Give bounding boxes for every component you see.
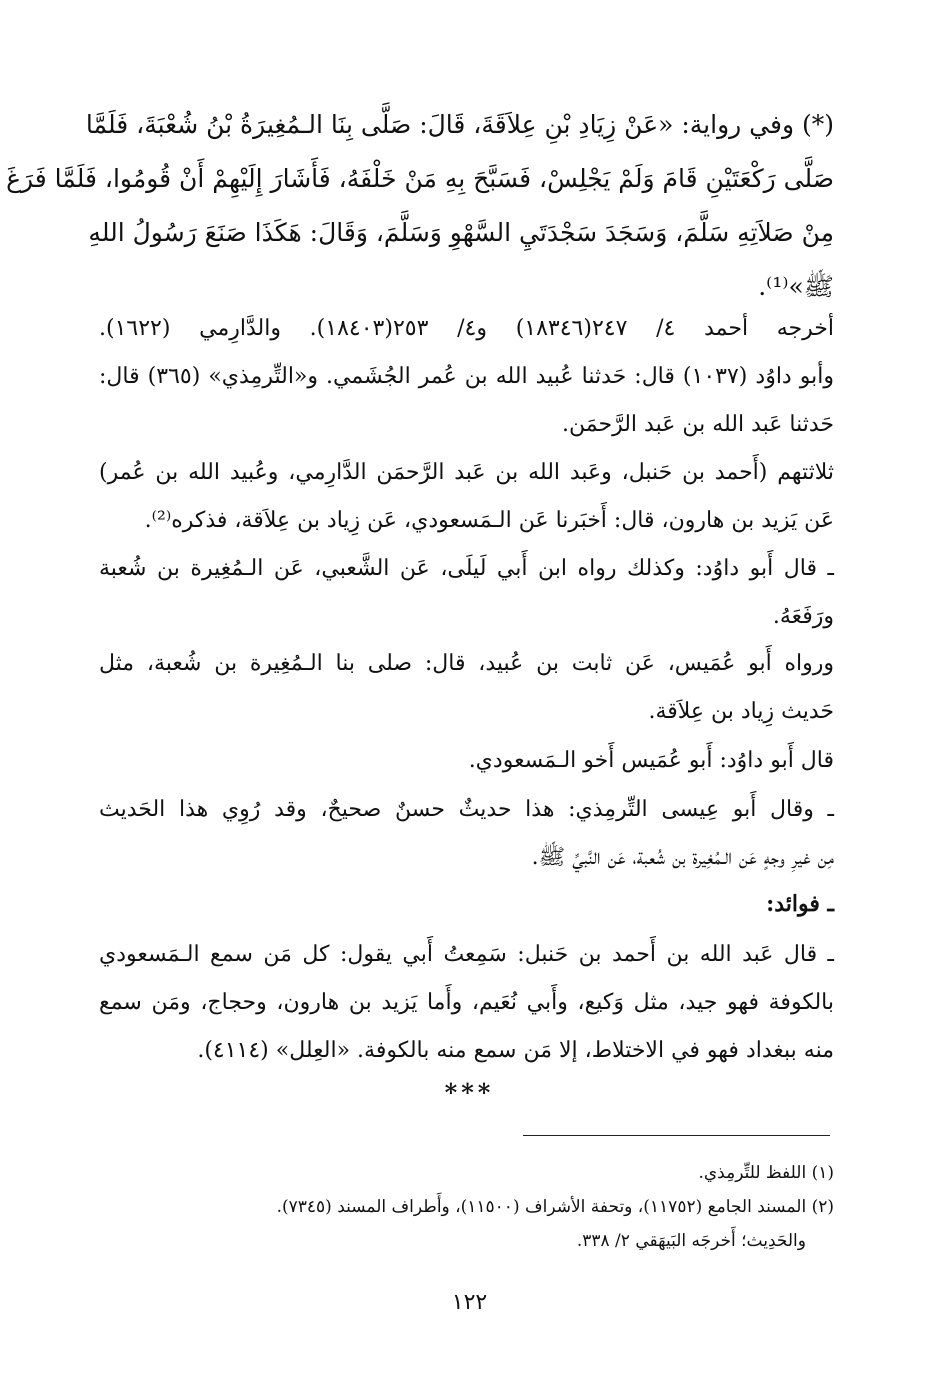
text-line: ثلاثتهم (أَحمد بن حَنبل، وعَبد الله بن عَبد الرَّحمَن الدَّارِمي، وعُبيد الله بن عُمر) — [99, 460, 834, 485]
abu-umays-paragraph — [99, 640, 834, 736]
text-line: بالكوفة فهو جيد، مثل وَكيع، وأَبي نُعَيم، وأَما يَزيد بن هارون، وحجاج، ومَن سمع — [99, 990, 834, 1015]
text-line: ـ قال عَبد الله بن أَحمد بن حَنبل: سَمِعتُ أَبي يقول: كل مَن سمع الـمَسعودي — [99, 942, 834, 967]
abu-dawud-remark — [99, 737, 834, 785]
takhrij-paragraph — [99, 305, 834, 449]
hadith-line: مِنْ صَلاَتِهِ سَلَّمَ، وَسَجَدَ سَجْدَتَيِ السَّهْوِ وَسَلَّمَ، وَقَالَ: هَكَذَا صَنَعَ رَسُولُ اللهِ — [88, 218, 834, 247]
footnote-2: (٢) المسند الجامع (١١٧٥٢)، وتحفة الأشراف (١١٥٠٠)، وأَطراف المسند (٧٣٤٥). — [276, 1197, 834, 1217]
text-line: عَن يَزيد بن هارون، قال: أَخبَرنا عَن الـمَسعودي، عَن زِياد بن عِلاَقة، فذكره⁽²⁾. — [144, 508, 834, 533]
text-line: أخرجه أحمد ٤/ ٢٤٧(١٨٣٤٦) و٤/ ٢٥٣(١٨٤٠٣). والدَّارِمي (١٦٢٢). — [99, 316, 835, 341]
text-line: وأبو داوُد (١٠٣٧) قال: حَدثنا عُبيد الله بن عُمر الجُشَمي. و«التِّرمِذي» (٣٦٥) قال: — [99, 364, 834, 389]
tirmidhi-remark — [99, 786, 834, 882]
chain-paragraph — [99, 449, 834, 545]
text-line: حَديث زِياد بن عِلاَقة. — [648, 699, 834, 724]
text-line: حَدثنا عَبد الله بن عَبد الرَّحمَن. — [562, 412, 834, 437]
benefits-heading — [99, 880, 834, 928]
hadith-line: ﷺ»⁽¹⁾. — [758, 272, 834, 301]
text-line: منه ببغداد فهو في الاختلاط، إلا مَن سمع منه بالكوفة. «العِلل» (٤١١٤). — [197, 1038, 834, 1063]
text-line: ـ قال أَبو داوُد: وكذلك رواه ابن أَبي لَيلَى، عَن الشَّعبي، عَن الـمُغِيرة بن شُعبة — [99, 556, 834, 581]
footnote-2-continuation: والحَدِيث؛ أَخرجَه البَيهَقي ٢/ ٣٣٨. — [576, 1231, 806, 1251]
abu-dawud-note — [99, 545, 834, 641]
section-separator: *** — [444, 1078, 495, 1107]
hadith-text — [6, 98, 834, 314]
text-line: ـ وقال أَبو عِيسى التِّرمِذي: هذا حديثٌ حسنٌ صحيحٌ، وقد رُوِي هذا الحَديث — [99, 797, 834, 822]
heading-text: ـ فوائد: — [766, 891, 834, 917]
text-line: ورَفَعَهُ. — [772, 604, 834, 629]
text-line: ورواه أَبو عُمَيس، عَن ثابت بن عُبيد، قال: صلى بنا الـمُغِيرة بن شُعبة، مثل — [99, 651, 834, 676]
hadith-line: (*) وفي رواية: «عَنْ زِيَادِ بْنِ عِلاَقَةَ، قَالَ: صَلَّى بِنَا الـمُغِيرَةُ بْنُ شُعْبَةَ، فَلَمَّا — [85, 110, 834, 139]
benefits-paragraph — [99, 931, 834, 1075]
text-line: مِن غيرِ وجهٍ عَن الـمُغِيرة بن شُعبة، عَن النَّبيِّ ﷺ. — [531, 845, 834, 870]
footnote-1: (١) اللفظ للتِّرمِذي. — [698, 1163, 834, 1183]
hadith-line: صَلَّى رَكْعَتَيْنِ قَامَ وَلَمْ يَجْلِسْ، فَسَبَّحَ بِهِ مَنْ خَلْفَهُ، فَأَشَارَ إِلَيْهِمْ أَنْ قُومُوا، فَلَمَّا فَرَغَ — [6, 164, 834, 193]
footnotes — [99, 1156, 834, 1258]
footnote-divider — [523, 1135, 830, 1136]
text-line: قال أَبو داوُد: أَبو عُمَيس أَخو الـمَسعودي. — [468, 748, 834, 773]
page-number: ١٢٢ — [451, 1290, 488, 1315]
